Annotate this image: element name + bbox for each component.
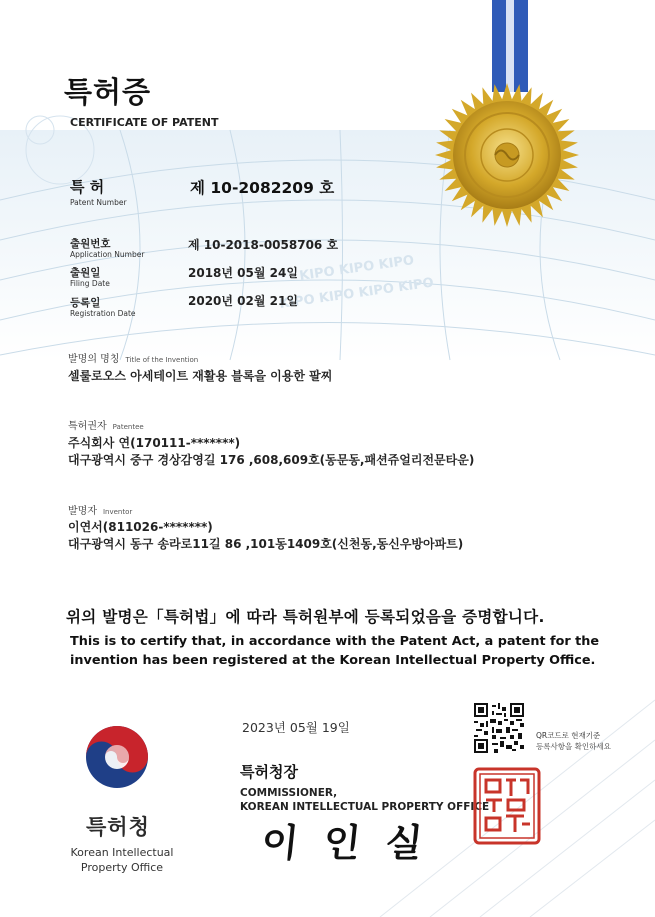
issue-date: 2023년 05월 19일 [242,720,350,735]
invention-title-label [68,350,198,365]
application-number-value: 제 10-2018-0058706 호 [188,238,339,252]
registration-date-value: 2020년 02월 21일 [188,294,298,308]
certificate-title: 특허증 [64,75,152,109]
kipo-logo-icon [82,722,152,792]
filing-date-label: 출원일 [70,267,101,279]
svg-text:KIPO KIPO KIPO KIPO: KIPO KIPO KIPO KIPO [278,275,435,312]
registration-date-label-en: Registration Date [70,309,136,318]
inventor-label [68,502,132,517]
official-stamp-icon [472,766,542,846]
patent-number-value: 제 10-2082209 호 [190,179,335,197]
certification-text-en-line1: This is to certify that, in accordance with the Patent Act, a patent for the [70,634,600,649]
office-name-en-line1: Korean Intellectual [70,846,174,859]
inventor-label-ko: 발명자 [68,506,97,517]
office-name-en-line2: Property Office [80,861,164,874]
commissioner-title-en-line2: KOREAN INTELLECTUAL PROPERTY OFFICE [240,801,490,813]
invention-title-label-ko: 발명의 명칭 [68,354,120,365]
inventor-label-en: Inventor [102,508,133,516]
registration-date-label: 등록일 [70,297,101,309]
inventor-address: 대구광역시 동구 송라로11길 86 ,101동1409호(신천동,동신우방아파트) [68,537,464,551]
application-number-label-en: Application Number [70,250,145,259]
patentee-address: 대구광역시 중구 경상감영길 176 ,608,609호(동문동,패션쥬얼리전문타운) [68,453,475,467]
certification-text-ko: 위의 발명은「특허법」에 따라 특허원부에 등록되었음을 증명합니다. [66,608,545,626]
commissioner-title-en-line1: COMMISSIONER, [240,787,338,799]
ribbon-left [492,0,506,92]
patentee-name: 주식회사 연(170111-*******) [68,436,241,450]
qr-code-icon[interactable] [474,703,524,753]
commissioner-title: 특허청장 [240,763,298,781]
commissioner-signature: 이 인 실 [259,820,431,865]
certification-text-en-line2: invention has been registered at the Korean Intellectual Property Office. [70,653,596,668]
qr-note-line1: QR코드로 현재기준 [536,731,601,740]
gold-seal-icon [432,80,582,230]
filing-date-value: 2018년 05월 24일 [188,266,298,280]
application-number-label: 출원번호 [70,238,111,250]
invention-title-label-en: Title of the Invention [125,356,199,364]
invention-title: 셀룰로오스 아세테이트 재활용 블록을 이용한 팔찌 [68,369,333,383]
certificate-title-en: CERTIFICATE OF PATENT [70,116,219,129]
inventor-name: 이연서(811026-*******) [68,520,213,534]
patent-number-label: 특 허 [70,178,105,196]
svg-text:KIPO KIPO KIPO: KIPO KIPO KIPO [298,253,415,284]
ribbon-stripe [506,0,514,92]
patentee-label-en: Patentee [112,423,144,431]
office-name-ko: 특허청 [86,815,150,839]
patent-number-label-en: Patent Number [70,198,127,207]
filing-date-label-en: Filing Date [70,279,110,288]
ribbon-right [514,0,528,92]
qr-note-line2: 등록사항을 확인하세요 [536,742,611,751]
patentee-label [68,417,144,432]
patentee-label-ko: 특허권자 [68,421,107,432]
